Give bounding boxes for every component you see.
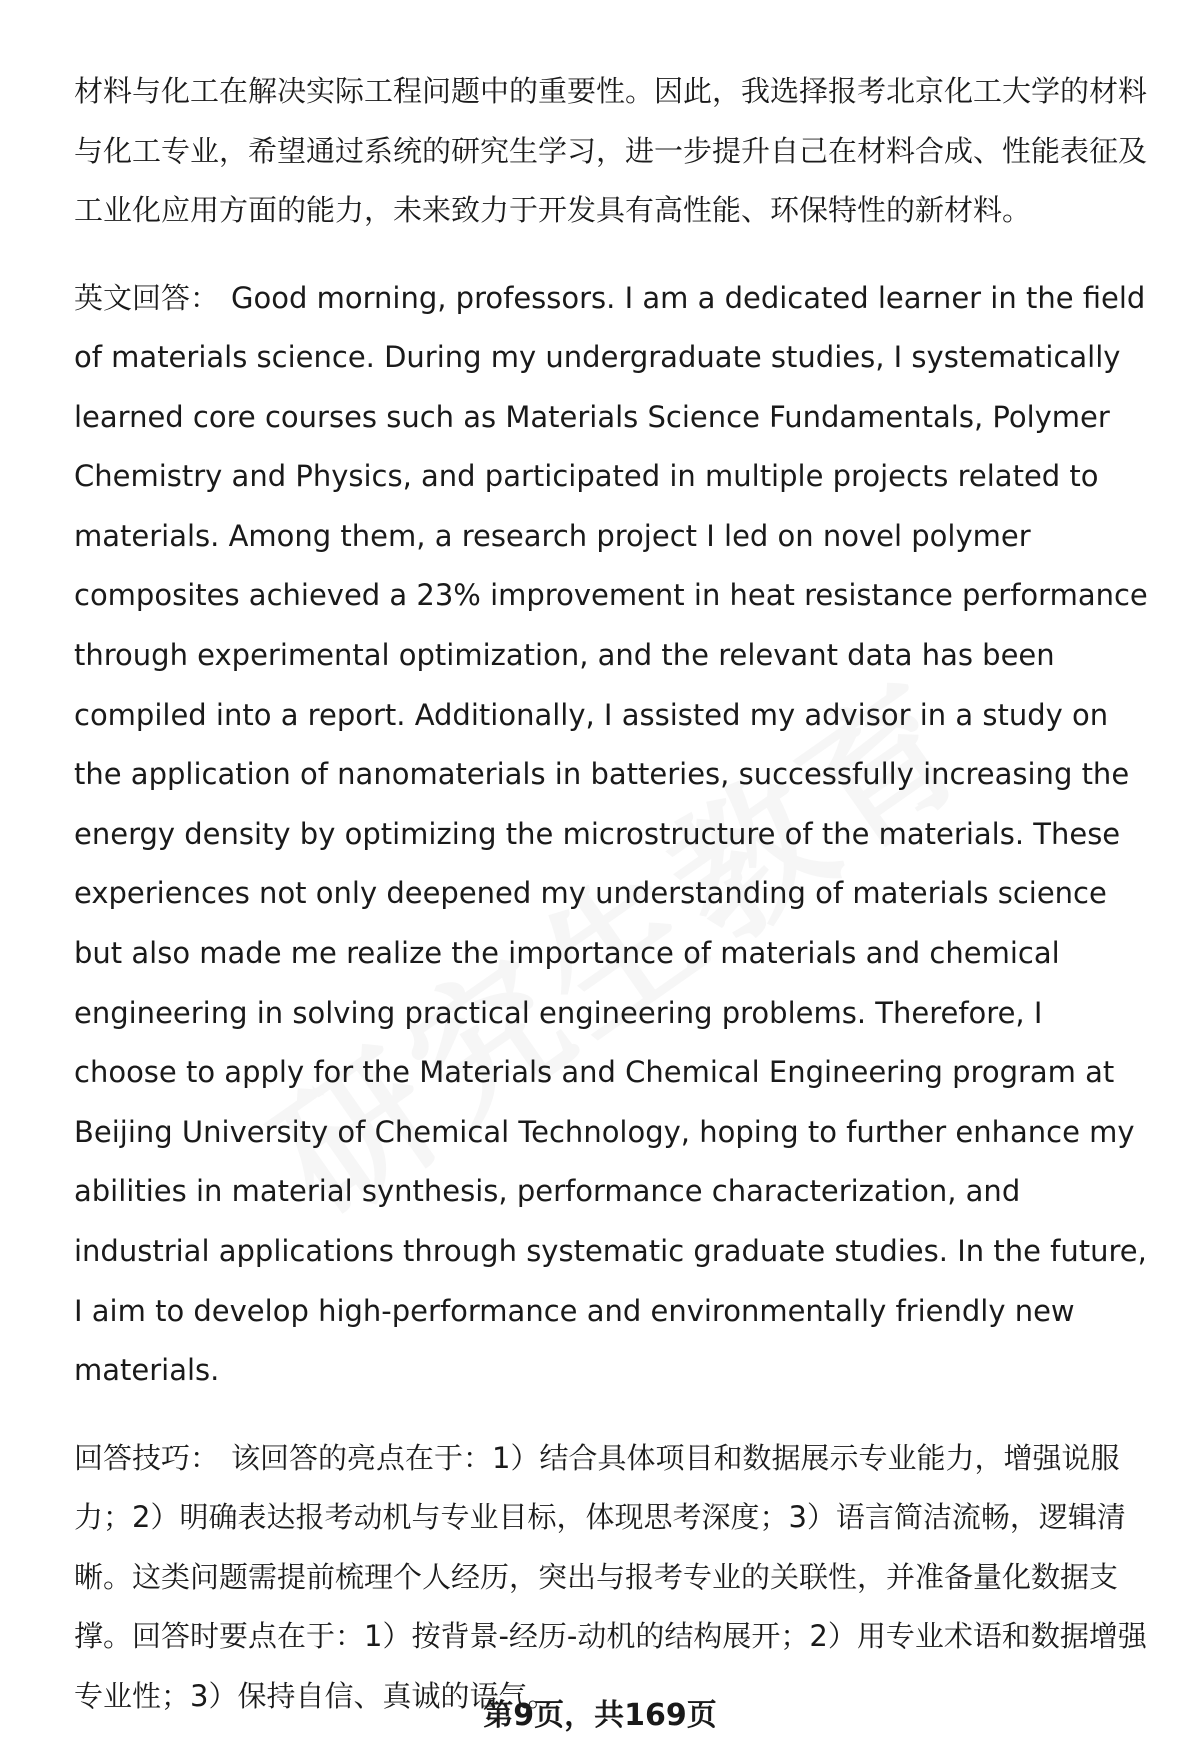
english-answer-label: 英文回答：	[74, 280, 220, 315]
tips-label: 回答技巧：	[74, 1440, 220, 1475]
tips-paragraph	[74, 1429, 1154, 1727]
intro-paragraph: 材料与化工在解决实际工程问题中的重要性。因此，我选择报考北京化工大学的材料与化工专业，希望通过系统的研究生学习，进一步提升自己在材料合成、性能表征及工业化应用方面的能力，未来致力于开发具有高性能、环保特性的新材料。	[74, 74, 1148, 227]
page-number-footer: 第9页，共169页	[483, 1698, 717, 1733]
english-answer-paragraph	[74, 269, 1154, 1401]
document-page	[74, 62, 1154, 1754]
tips-text: 该回答的亮点在于：1）结合具体项目和数据展示专业能力，增强说服力；2）明确表达报考动机与专业目标，体现思考深度；3）语言简洁流畅，逻辑清晰。这类问题需提前梳理个人经历，突出与报考专业的关联性，并准备量化数据支撑。回答时要点在于：1）按背景-经历-动机的结构展开；2）用专业术语和数据增强专业性；3）保持自信、真诚的语气。	[74, 1440, 1147, 1713]
english-answer-text: Good morning, professors. I am a dedicated learner in the field of materials science. During my undergraduate studies, I systematically learned core courses such as Materials Science Fundamentals, Polymer Chemistry and Physics, and participated in multiple projects related to materials. Among them, a research project I led on novel polymer composites achieved a 23% improvement in heat resistance performance through experimental optimization, and the relevant data has been compiled into a report. Additionally, I assisted my advisor in a study on the application of nanomaterials in batteries, successfully increasing the energy density by optimizing the microstructure of the materials. These experiences not only deepened my understanding of materials science but also made me realize the importance of materials and chemical engineering in solving practical engineering problems. Therefore, I choose to apply for the Materials and Chemical Engineering program at Beijing University of Chemical Technology, hoping to further enhance my abilities in material synthesis, performance characterization, and industrial applications through systematic graduate studies. In the future, I aim to develop high-performance and environmentally friendly new materials.	[74, 280, 1148, 1388]
